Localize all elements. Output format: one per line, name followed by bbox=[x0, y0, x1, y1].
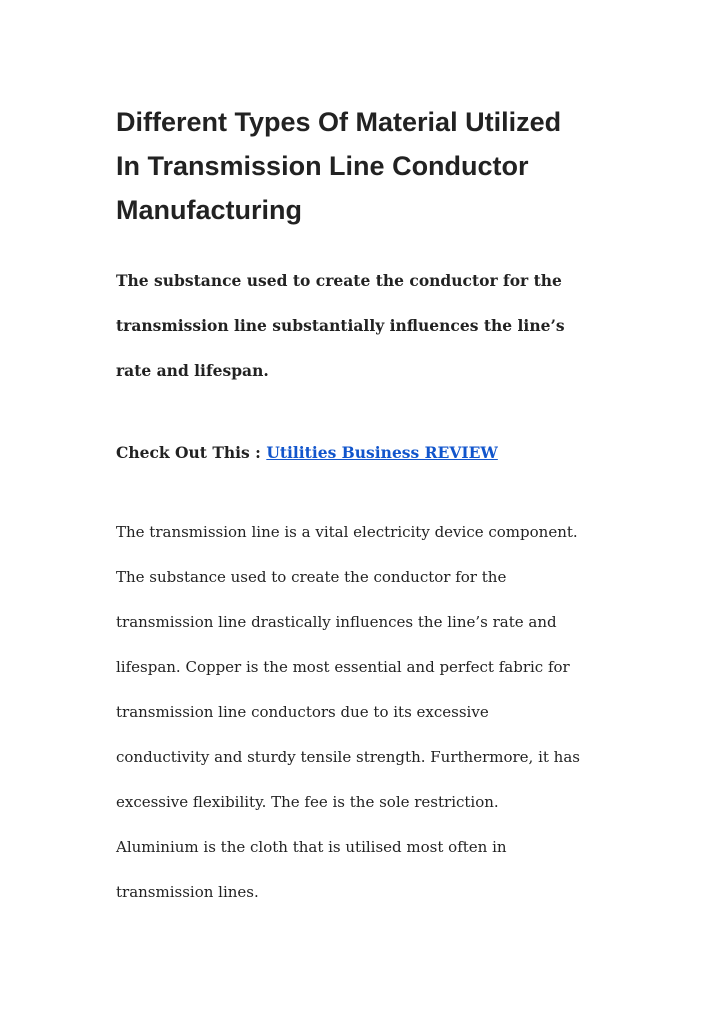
body-line: excessive flexibility. The fee is the sole restriction. bbox=[116, 793, 499, 811]
lead-line: rate and lifespan. bbox=[116, 361, 269, 380]
body-line: The substance used to create the conductor for the bbox=[116, 568, 507, 586]
page-title bbox=[116, 100, 636, 232]
title-line: Different Types Of Material Utilized bbox=[116, 107, 562, 137]
lead-line: transmission line substantially influences the line’s bbox=[116, 316, 565, 335]
body-line: lifespan. Copper is the most essential and perfect fabric for bbox=[116, 658, 570, 676]
title-line: In Transmission Line Conductor bbox=[116, 151, 529, 181]
body-line: transmission line conductors due to its excessive bbox=[116, 703, 489, 721]
check-out-prefix: Check Out This : bbox=[116, 443, 267, 462]
title-line: Manufacturing bbox=[116, 195, 302, 225]
body-line: conductivity and sturdy tensile strength. Furthermore, it has bbox=[116, 748, 580, 766]
body-line: transmission line drastically influences the line’s rate and bbox=[116, 613, 557, 631]
lead-paragraph bbox=[116, 258, 656, 393]
body-line: transmission lines. bbox=[116, 883, 259, 901]
body-line: The transmission line is a vital electricity device component. bbox=[116, 523, 578, 541]
lead-line: The substance used to create the conductor for the bbox=[116, 271, 562, 290]
body-paragraph bbox=[116, 510, 676, 915]
check-out-line bbox=[116, 430, 498, 475]
body-line: Aluminium is the cloth that is utilised most often in bbox=[116, 838, 507, 856]
utilities-business-review-link[interactable]: Utilities Business REVIEW bbox=[266, 443, 498, 462]
